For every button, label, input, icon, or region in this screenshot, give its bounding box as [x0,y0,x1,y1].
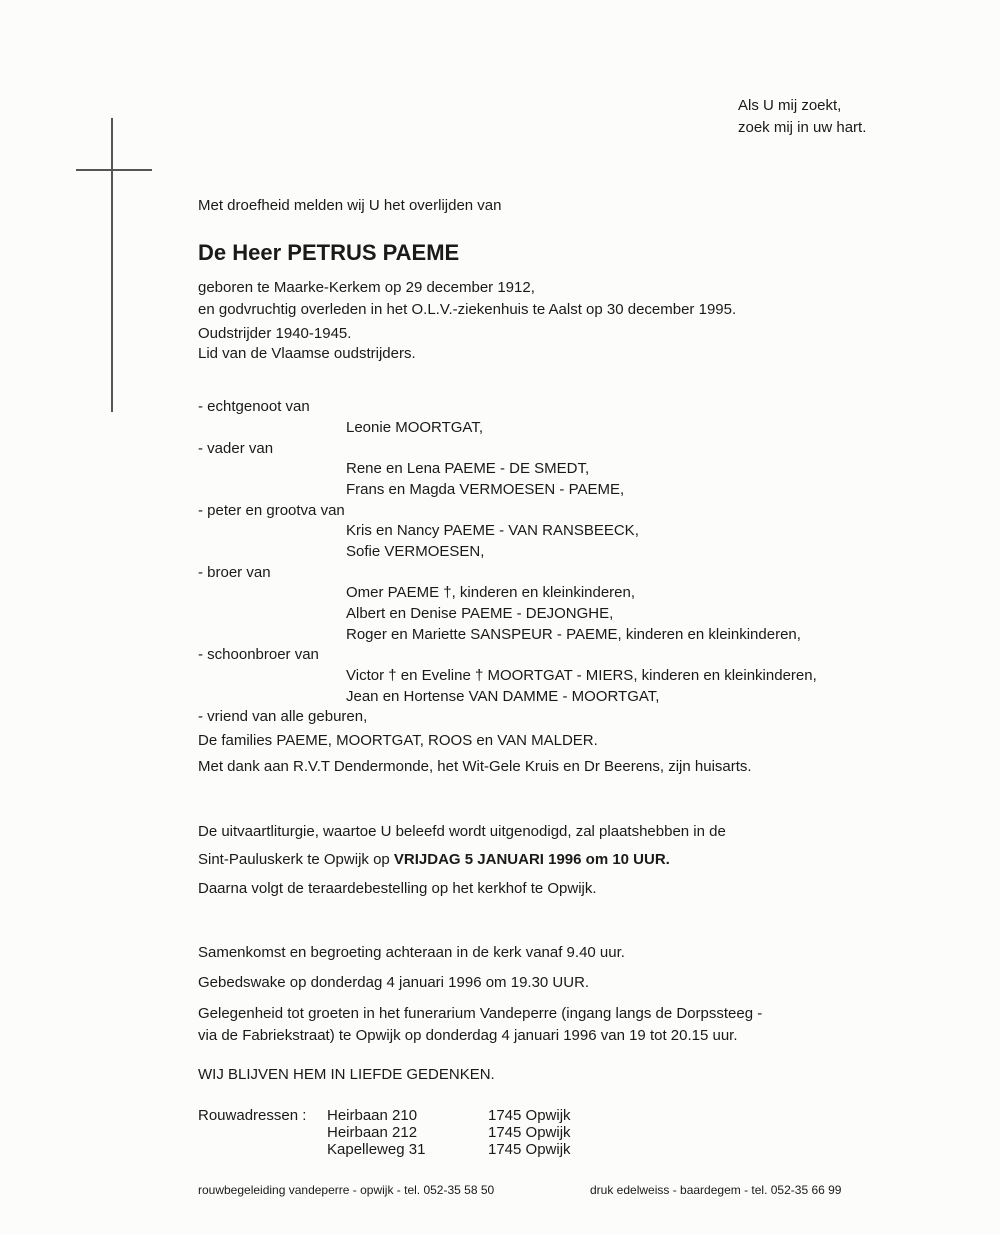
wake-line: Gebedswake op donderdag 4 januari 1996 om 19.30 UUR. [198,974,590,991]
relation-label: - echtgenoot van [198,398,310,415]
deceased-name: PETRUS PAEME [287,240,460,265]
relation-label: - vader van [198,440,274,457]
relation-label: - broer van [198,564,271,581]
relation-name: Leonie MOORTGAT, [346,419,483,436]
address-street: Heirbaan 212 [327,1124,418,1141]
relation-name: Sofie VERMOESEN, [346,543,485,560]
relation-name: Kris en Nancy PAEME - VAN RANSBEECK, [346,522,639,539]
veteran-line: Oudstrijder 1940-1945. [198,325,352,342]
relation-name: Jean en Hortense VAN DAMME - MOORTGAT, [346,688,660,705]
relation-label: - peter en grootva van [198,502,345,519]
relation-name: Omer PAEME †, kinderen en kleinkinderen, [346,584,636,601]
remember-line: WIJ BLIJVEN HEM IN LIEFDE GEDENKEN. [198,1066,495,1083]
friend-line: - vriend van alle geburen, [198,708,368,725]
death-line: en godvruchtig overleden in het O.L.V.-ziekenhuis te Aalst op 30 december 1995. [198,301,737,318]
funeral-line-3: Daarna volgt de teraardebestelling op het kerkhof te Opwijk. [198,880,597,897]
address-city: 1745 Opwijk [488,1107,571,1124]
relation-name: Victor † en Eveline † MOORTGAT - MIERS, kinderen en kleinkinderen, [346,667,817,684]
meeting-line: Samenkomst en begroeting achteraan in de kerk vanaf 9.40 uur. [198,944,625,961]
deceased-heading [198,240,459,266]
cross-horizontal-bar [76,169,152,171]
thanks-line: Met dank aan R.V.T Dendermonde, het Wit-Gele Kruis en Dr Beerens, zijn huisarts. [198,758,752,775]
intro-text: Met droefheid melden wij U het overlijden van [198,197,502,214]
member-line: Lid van de Vlaamse oudstrijders. [198,345,416,362]
relation-label: - schoonbroer van [198,646,319,663]
visit-line-2: via de Fabriekstraat) te Opwijk op donderdag 4 januari 1996 van 19 tot 20.15 uur. [198,1027,738,1044]
visit-line-1: Gelegenheid tot groeten in het funerarium Vandeperre (ingang langs de Dorpssteeg - [198,1005,763,1022]
address-city: 1745 Opwijk [488,1141,571,1158]
funeral-line-1: De uitvaartliturgie, waartoe U beleefd wordt uitgenodigd, zal plaatshebben in de [198,823,726,840]
relation-name: Rene en Lena PAEME - DE SMEDT, [346,460,590,477]
footer-printer: druk edelweiss - baardegem - tel. 052-35 66 99 [590,1183,842,1197]
funeral-line-2 [198,851,670,869]
funeral-datetime: VRIJDAG 5 JANUARI 1996 om 10 UUR. [393,851,670,868]
cross-vertical-bar [111,118,113,412]
address-street: Kapelleweg 31 [327,1141,426,1158]
motto-line-2: zoek mij in uw hart. [738,119,867,136]
address-street: Heirbaan 210 [327,1107,418,1124]
footer-undertaker: rouwbegeleiding vandeperre - opwijk - tel. 052-35 58 50 [198,1183,495,1197]
address-city: 1745 Opwijk [488,1124,571,1141]
funeral-location: Sint-Pauluskerk te Opwijk op [198,851,394,868]
relation-name: Albert en Denise PAEME - DEJONGHE, [346,605,614,622]
relation-name: Roger en Mariette SANSPEUR - PAEME, kinderen en kleinkinderen, [346,626,801,643]
relation-name: Frans en Magda VERMOESEN - PAEME, [346,481,625,498]
motto-line-1: Als U mij zoekt, [738,97,842,114]
addresses-label: Rouwadressen : [198,1107,307,1124]
deceased-title: De Heer [198,240,282,265]
birth-line: geboren te Maarke-Kerkem op 29 december 1912, [198,279,535,296]
families-line: De families PAEME, MOORTGAT, ROOS en VAN MALDER. [198,732,598,749]
